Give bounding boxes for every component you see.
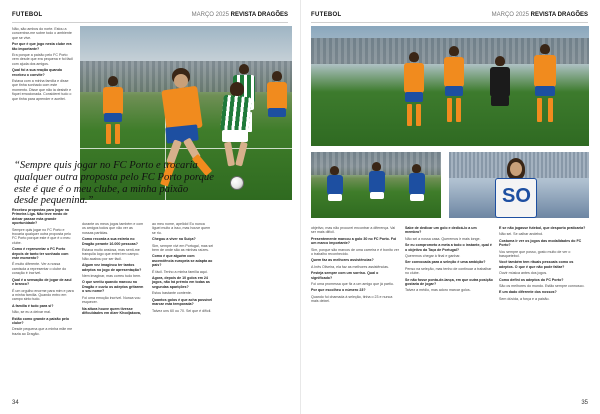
- interview-question: Qual foi a sua reação quando recebeu o convite?: [12, 68, 63, 77]
- interview-question: Algum vez imaginou ter tantos adeptos no jogo de apresentação?: [82, 263, 142, 272]
- issue-month: MARÇO 2025: [491, 12, 529, 18]
- page-number: 34: [12, 400, 19, 406]
- interview-answer: Foi uma emoção incrível. Nunca vou esquecer.: [82, 295, 141, 305]
- interview-question: Ser convocada para a seleção é uma ambição?: [405, 260, 486, 265]
- interview-question: Por que é que jogo nesta clube era tão importante?: [12, 42, 72, 51]
- interview-answer: Foi uma promessa que fiz a um amigo que já partiu.: [311, 282, 394, 287]
- interview-answer: Sem dúvida, a força e a paixão.: [499, 296, 550, 301]
- interview-answer: Queremos chegar à final e ganhar.: [405, 254, 461, 259]
- issue-month: MARÇO 2025: [191, 12, 229, 18]
- interview-question: Como é representar o FC Porto depois de tanto ter sonhado com este momento?: [12, 247, 69, 261]
- page-number: 35: [581, 400, 588, 406]
- interview-answer: Talvez uns 60 ou 70. Sei que é difícil.: [152, 308, 212, 313]
- interview-question: Como recorda a sua estreia no Dragão perante 16.000 pessoas?: [82, 237, 138, 246]
- interview-question: Se não fosse ponta-de-lança, em que outra posição gostaria de jogar?: [405, 277, 493, 287]
- interview-answer: Nem imaginar, mas correu tudo bem.: [82, 274, 142, 279]
- interview-question: Chegou a viver na Suíça?: [152, 237, 196, 242]
- interview-answer: Estava com a minha família e disse que tinha sonhado com este momento. Disse que não ia desistir e fiquei emocionada. Considerei tudo o que tinha para aprender e aceitei.: [12, 79, 72, 101]
- interview-question: Como defini os adeptos do FC Porto?: [499, 277, 564, 282]
- training-photo: [311, 152, 441, 218]
- interview-question: Agora, depois de 10 golos em 24 jogos, não há prémio em todas as segundas aparições?: [152, 276, 210, 289]
- header-divider: [12, 22, 288, 23]
- jersey-number: SO: [502, 185, 531, 207]
- player-figure: [367, 162, 387, 216]
- player-face: [510, 162, 522, 176]
- left-text-column: [311, 226, 399, 306]
- interview-question: O que sentiu quando marcou no Dragão e ouviu os adeptos gritarem o seu nome?: [82, 280, 144, 294]
- interview-answer: Não sei a nossa casa. Queremos ir mais longe.: [405, 236, 481, 241]
- interview-question: Você também tem rituais pessoais como os adeptos. O que é que não pode faltar?: [499, 260, 574, 269]
- interview-answer: Não, se eu a deixar mal.: [12, 310, 51, 315]
- header-divider: [311, 22, 588, 23]
- team-photo: [311, 26, 589, 146]
- interview-question: Qual é a sensação de jogar de azul e branco?: [12, 277, 72, 287]
- player-figure: [100, 76, 126, 146]
- interview-answer: É um orgulho enorme para mim e para a minha família. Quando entro em campo sinto tudo.: [12, 288, 74, 302]
- interview-question: Quantos golos é que acha possível marcar esta temporada?: [152, 297, 213, 307]
- interview-answer: Estou bastante contente.: [152, 291, 192, 296]
- interview-question: Quem faz as melhores assistências?: [311, 258, 374, 263]
- interview-question: E um dado diferente dos nossos?: [499, 290, 557, 295]
- player-figure: [401, 52, 427, 132]
- interview-question: Presentemente marcou a golo 30 no FC Porto. Foi um marco importante?: [311, 236, 397, 246]
- football: [230, 176, 244, 190]
- interview-answer: Ouvir música antes dos jogos.: [499, 271, 548, 276]
- interview-answer: ao meu nome, apelido! Eu nunca liguei muito a isso, mas houve quem se riu.: [152, 222, 211, 235]
- middle-text-column: [82, 222, 144, 317]
- interview-answer: É fácil. Tenho a minha família aqui.: [152, 269, 208, 274]
- interview-question: Por que escolheu o número 23?: [311, 288, 366, 293]
- issue-label: [192, 12, 288, 18]
- interview-question: Na altura houve quem tivesse dificuldades em dizer Khodjakova,: [82, 306, 141, 315]
- interview-question: Estão como grande a paixão pelo clube?: [12, 316, 70, 325]
- player-figure: [487, 56, 513, 134]
- interview-answer: Estava muito ansiosa, mas senti-me tranquila logo que entrei em campo. Não acabou por ser fácil.: [82, 248, 140, 261]
- interview-question: A família é tudo para si?: [12, 303, 54, 308]
- interview-question: Sabe de dedicar um golo e dedicá-lo a um membro?: [405, 226, 477, 235]
- portrait-photo: [449, 152, 589, 218]
- interview-answer: durante os meus jogos também e com os amigos todos que vão ver as nossas partidas.: [82, 222, 144, 235]
- interview-question: Costuma ir ver os jogos das modalidades do FC Porto?: [499, 238, 582, 248]
- player-figure: [441, 46, 467, 130]
- player-figure: [407, 164, 427, 216]
- interview-answer: São os melhores do mundo. Estão sempre connosco.: [499, 284, 585, 289]
- player-figure: [265, 71, 289, 141]
- interview-answer: Talvez a médio, mas adoro marcar golos.: [405, 288, 471, 293]
- interview-answer: Não sei. Se calhar andebol.: [499, 232, 544, 237]
- left-text-column-top: [12, 27, 74, 103]
- interview-answer: Quando fui chamada à seleção, tinha o 23 e nunca mais deixei.: [311, 294, 393, 304]
- interview-question: Como é que alguém com ascendência europeia se adapta ao país?: [152, 254, 213, 268]
- interview-answer: Sempre quis jogar no FC Porto e trocaria qualquer outra proposta pelo FC Porto porque este é que é o meu clube.: [12, 227, 71, 245]
- right-text-column: [499, 226, 589, 303]
- right-page: [300, 0, 600, 414]
- player-figure: [325, 166, 345, 216]
- interview-answer: É muito diferente. Ver a nossa camisola a representar o clube do coração é incrível.: [12, 262, 67, 276]
- interview-answer: Sim, sempre vivi em Portugal, mas sei bem de onde são as minhas raízes.: [152, 243, 214, 253]
- interview-answer: Era porque a paixão pelo FC Porto vem desde que era pequena e foi fácil com ajuda dos amigos.: [12, 53, 73, 66]
- section-label: FUTEBOL: [12, 12, 43, 18]
- right-page-header: [311, 9, 588, 21]
- held-jersey: [495, 178, 537, 218]
- left-text-column-bottom: [12, 208, 74, 338]
- interview-answer: Vou sempre que posso, gosto muito de ver o basquetebol.: [499, 249, 571, 259]
- player-figure: [531, 44, 559, 130]
- interview-answer: Não, são ambos do norte. Estou a concentrar-me sobre todo o ambiente que se vive.: [12, 27, 72, 40]
- right-text-column: [152, 222, 214, 315]
- interview-answer: Desde pequena que a minha mãe me trazia ao Dragão.: [12, 327, 73, 336]
- interview-answer: Sim, porque são marcos de uma carreira e é bonito ver o trabalho reconhecido.: [311, 247, 399, 257]
- issue-label: [492, 12, 588, 18]
- issue-name: REVISTA DRAGÕES: [530, 12, 588, 18]
- interview-question: E se não jogasse futebol, que desporto praticaria?: [499, 226, 586, 230]
- left-page-header: [12, 9, 288, 21]
- pull-quote: “Sempre quis jogar no FC Porto e trocaria qualquer outra proposta pelo FC Porto porque este é que é o meu clube, a minha paixão desde pequenina.”: [14, 160, 214, 207]
- interview-answer: objetivo, mas não procurei encontrar a diferença. Vai ser mais difícil.: [311, 226, 396, 235]
- issue-name: REVISTA DRAGÕES: [230, 12, 288, 18]
- middle-text-column: [405, 226, 493, 295]
- interview-question: Festeja sempre com um sorriso. Qual o significado?: [311, 271, 379, 280]
- interview-answer: A Inês Oliveira, ela faz as melhores assistências.: [311, 264, 389, 269]
- section-label: FUTEBOL: [311, 12, 342, 18]
- interview-question: Recebeu propostas para jogar na Primeira Liga. Não teve medo de deixar passar esta grande oportunidade?: [12, 208, 69, 226]
- interview-question: Se eu comprometo a meta a todo o instante, qual é o objetivo da Taça de Portugal?: [405, 243, 492, 252]
- interview-answer: Penso na seleção, mas tenho de continuar a trabalhar no clube.: [405, 266, 492, 276]
